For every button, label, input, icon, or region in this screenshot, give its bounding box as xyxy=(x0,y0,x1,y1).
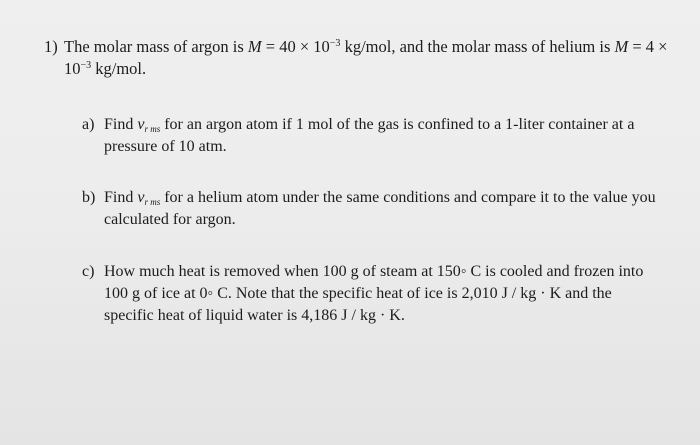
part-a-text-1: Find xyxy=(104,116,138,133)
equals-sign: = xyxy=(261,37,280,56)
helium-molar-mass-value: = 4 × xyxy=(628,37,668,56)
part-b-text-2: for a helium atom under the same conditions and compare it to the value you calculated for argon. xyxy=(104,189,656,228)
problem-1-statement xyxy=(44,36,674,80)
part-c-letter: c) xyxy=(82,263,95,280)
part-c-text-1: How much heat is removed when 100 g of steam at 150 xyxy=(104,263,461,280)
part-b xyxy=(82,187,662,231)
part-a-text xyxy=(104,114,662,158)
problem-1 xyxy=(44,36,674,80)
degree-symbol: ◦ xyxy=(207,285,214,302)
molar-mass-symbol-argon: M xyxy=(247,37,262,56)
vrms-symbol: v xyxy=(137,116,145,133)
argon-exponent: −3 xyxy=(329,38,341,49)
degree-symbol: ◦ xyxy=(460,263,467,280)
problem-intro-text xyxy=(64,36,674,80)
intro-text-6: kg/mol. xyxy=(91,59,147,78)
part-a-letter: a) xyxy=(82,116,95,133)
part-b-text-1: Find xyxy=(104,189,138,206)
part-a xyxy=(82,114,662,158)
part-b-text xyxy=(104,187,662,231)
molar-mass-symbol-helium: M xyxy=(614,37,629,56)
part-c xyxy=(82,261,662,327)
part-c-text-2: C is cooled and frozen into 100 g of ice at 0 xyxy=(104,263,644,302)
part-c-text-3: C. Note that the specific heat of ice is 2,010 J / kg · K and the specific heat of liquid water is 4,186 J / kg · K. xyxy=(104,285,612,324)
vrms-subscript: r ms xyxy=(144,124,161,134)
part-c-text xyxy=(104,261,662,327)
argon-molar-mass-value: 40 × 10 xyxy=(279,37,330,56)
intro-text-1: The molar mass of argon is xyxy=(64,37,248,56)
problem-number: 1) xyxy=(44,37,58,56)
helium-molar-mass-base: 10 xyxy=(64,59,81,78)
part-a-text-2: for an argon atom if 1 mol of the gas is confined to a 1-liter container at a pressure of 10 atm. xyxy=(104,116,635,155)
vrms-subscript: r ms xyxy=(144,197,161,207)
vrms-symbol: v xyxy=(137,189,145,206)
part-b-letter: b) xyxy=(82,189,96,206)
helium-exponent: −3 xyxy=(80,60,92,71)
intro-text-3: kg/mol, and the molar mass of helium is xyxy=(340,37,615,56)
